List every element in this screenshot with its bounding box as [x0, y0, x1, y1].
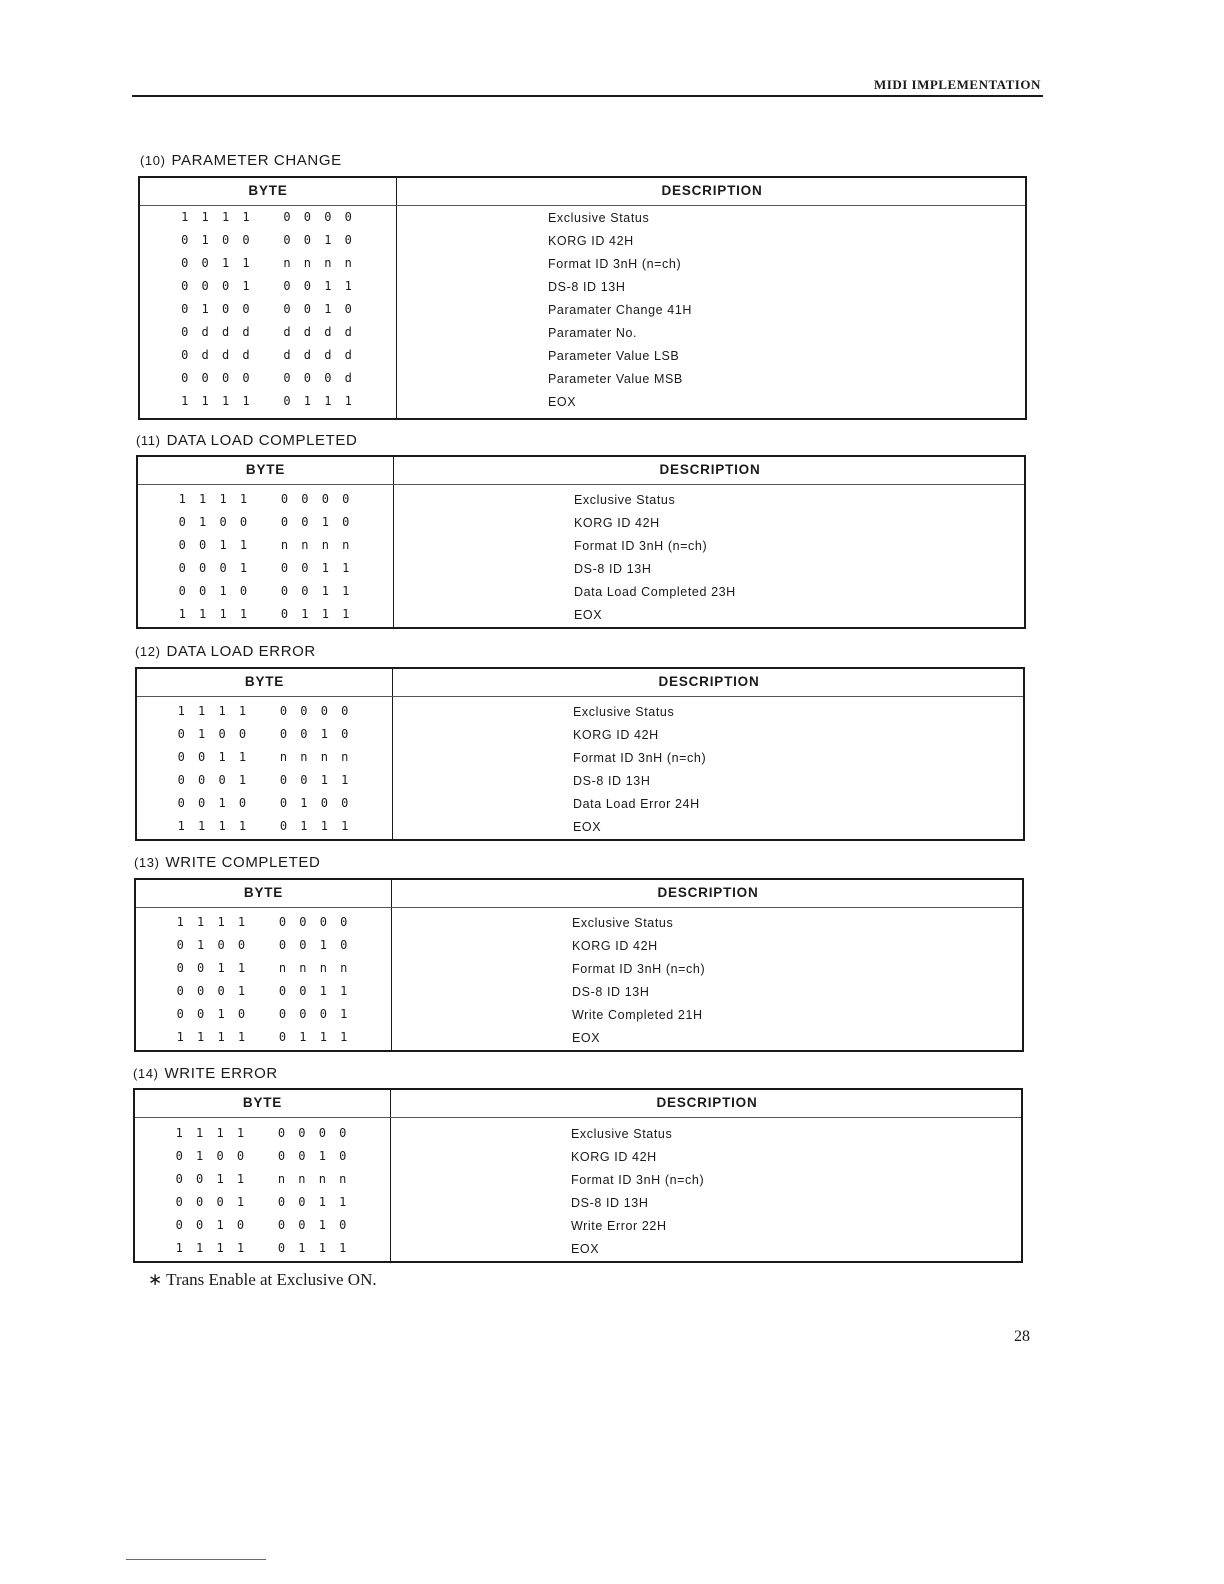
- section-title-text: WRITE ERROR: [164, 1065, 278, 1082]
- description-value: Paramater No.: [548, 326, 638, 340]
- description-value: Format ID 3nH (n=ch): [571, 1173, 705, 1187]
- byte-value: 0 0 0 1 0 0 1 1: [176, 984, 351, 998]
- column-header-byte: BYTE: [243, 885, 284, 900]
- description-value: Format ID 3nH (n=ch): [574, 539, 708, 553]
- section-title: [135, 643, 316, 660]
- table-row: [136, 984, 1022, 1007]
- table-row: [140, 279, 1025, 302]
- description-value: DS-8 ID 13H: [572, 985, 650, 999]
- table-row: [135, 1149, 1021, 1172]
- description-value: Exclusive Status: [571, 1127, 673, 1141]
- byte-value: 0 0 0 0 0 0 0 d: [181, 371, 355, 385]
- byte-value: 1 1 1 1 0 1 1 1: [177, 819, 352, 833]
- byte-value: 1 1 1 1 0 0 0 0: [176, 915, 351, 929]
- byte-value: 0 1 0 0 0 0 1 0: [178, 515, 353, 529]
- byte-value: 0 d d d d d d d: [181, 348, 355, 362]
- section-title: [133, 1065, 278, 1082]
- section-number: (13): [134, 855, 160, 870]
- table-row: [140, 394, 1025, 417]
- description-value: Exclusive Status: [573, 705, 675, 719]
- table-row: [140, 302, 1025, 325]
- byte-value: 0 0 1 1 n n n n: [181, 256, 355, 270]
- description-value: KORG ID 42H: [573, 728, 659, 742]
- table-row: [138, 607, 1024, 630]
- section-number: (14): [133, 1066, 159, 1081]
- table-row: [140, 233, 1025, 256]
- table-row: [138, 584, 1024, 607]
- message-table: [135, 667, 1025, 841]
- message-table: [136, 455, 1026, 629]
- description-value: Format ID 3nH (n=ch): [548, 257, 682, 271]
- byte-value: 0 0 0 1 0 0 1 1: [181, 279, 355, 293]
- description-value: Exclusive Status: [574, 493, 676, 507]
- table-row: [138, 515, 1024, 538]
- byte-value: 0 0 1 1 n n n n: [177, 750, 352, 764]
- section-title-text: DATA LOAD COMPLETED: [166, 432, 358, 449]
- column-header-description: DESCRIPTION: [657, 885, 759, 900]
- byte-value: 0 0 1 1 n n n n: [176, 961, 351, 975]
- message-table: [134, 878, 1024, 1052]
- byte-value: 0 1 0 0 0 0 1 0: [177, 727, 352, 741]
- footnote-separator-rule: [126, 1559, 266, 1560]
- page-header-title: MIDI IMPLEMENTATION: [874, 77, 1041, 92]
- byte-value: 0 0 0 1 0 0 1 1: [177, 773, 352, 787]
- table-row: [140, 348, 1025, 371]
- description-value: DS-8 ID 13H: [548, 280, 626, 294]
- table-row: [136, 1007, 1022, 1030]
- section-title: [140, 152, 342, 169]
- table-row: [136, 1030, 1022, 1053]
- column-header-byte: BYTE: [242, 1095, 283, 1110]
- footnote: ∗ Trans Enable at Exclusive ON.: [148, 1270, 377, 1289]
- table-row: [137, 773, 1023, 796]
- byte-value: 0 0 1 0 0 0 1 1: [178, 584, 353, 598]
- page-number: 28: [1014, 1328, 1030, 1345]
- byte-value: 0 0 1 1 n n n n: [175, 1172, 350, 1186]
- description-value: Format ID 3nH (n=ch): [572, 962, 706, 976]
- description-value: EOX: [548, 395, 577, 409]
- byte-value: 1 1 1 1 0 1 1 1: [178, 607, 353, 621]
- table-row: [135, 1126, 1021, 1149]
- description-value: KORG ID 42H: [572, 939, 658, 953]
- table-row: [138, 538, 1024, 561]
- table-row: [138, 492, 1024, 515]
- table-row: [137, 704, 1023, 727]
- byte-value: 0 0 0 1 0 0 1 1: [178, 561, 353, 575]
- description-value: Write Completed 21H: [572, 1008, 703, 1022]
- description-value: Parameter Value MSB: [548, 372, 683, 386]
- description-value: Format ID 3nH (n=ch): [573, 751, 707, 765]
- description-value: DS-8 ID 13H: [574, 562, 652, 576]
- description-value: Parameter Value LSB: [548, 349, 680, 363]
- description-value: Exclusive Status: [548, 211, 650, 225]
- table-row: [140, 210, 1025, 233]
- byte-value: 0 1 0 0 0 0 1 0: [175, 1149, 350, 1163]
- table-row: [138, 561, 1024, 584]
- message-table: [133, 1088, 1023, 1263]
- description-value: Exclusive Status: [572, 916, 674, 930]
- byte-value: 0 1 0 0 0 0 1 0: [181, 233, 355, 247]
- byte-value: 0 0 1 1 n n n n: [178, 538, 353, 552]
- description-value: EOX: [574, 608, 603, 622]
- table-row: [136, 938, 1022, 961]
- table-row: [136, 915, 1022, 938]
- table-row: [137, 750, 1023, 773]
- table-row: [135, 1218, 1021, 1241]
- table-row: [140, 325, 1025, 348]
- byte-value: 1 1 1 1 0 1 1 1: [181, 394, 355, 408]
- column-header-description: DESCRIPTION: [658, 674, 760, 689]
- byte-value: 0 0 0 1 0 0 1 1: [175, 1195, 350, 1209]
- table-row: [135, 1241, 1021, 1264]
- byte-value: 0 d d d d d d d: [181, 325, 355, 339]
- section-title: [134, 854, 320, 871]
- section-title-text: DATA LOAD ERROR: [166, 643, 316, 660]
- byte-value: 0 1 0 0 0 0 1 0: [181, 302, 355, 316]
- column-header-description: DESCRIPTION: [661, 183, 763, 198]
- section-title: [136, 432, 357, 449]
- byte-value: 1 1 1 1 0 1 1 1: [175, 1241, 350, 1255]
- column-header-byte: BYTE: [244, 674, 285, 689]
- byte-value: 1 1 1 1 0 0 0 0: [175, 1126, 350, 1140]
- description-value: EOX: [571, 1242, 600, 1256]
- description-value: EOX: [572, 1031, 601, 1045]
- table-row: [137, 819, 1023, 842]
- section-title-text: PARAMETER CHANGE: [171, 152, 342, 169]
- description-value: EOX: [573, 820, 602, 834]
- section-title-text: WRITE COMPLETED: [165, 854, 321, 871]
- column-header-byte: BYTE: [245, 462, 286, 477]
- description-value: Write Error 22H: [571, 1219, 667, 1233]
- description-value: DS-8 ID 13H: [573, 774, 651, 788]
- table-row: [137, 796, 1023, 819]
- header-rule: [132, 95, 1043, 97]
- column-header-description: DESCRIPTION: [656, 1095, 758, 1110]
- table-row: [135, 1195, 1021, 1218]
- description-value: Data Load Error 24H: [573, 797, 700, 811]
- table-row: [140, 256, 1025, 279]
- byte-value: 0 0 1 0 0 0 1 0: [175, 1218, 350, 1232]
- table-row: [140, 371, 1025, 394]
- byte-value: 0 1 0 0 0 0 1 0: [176, 938, 351, 952]
- description-value: Data Load Completed 23H: [574, 585, 736, 599]
- section-number: (12): [135, 644, 161, 659]
- table-row: [137, 727, 1023, 750]
- byte-value: 1 1 1 1 0 1 1 1: [176, 1030, 351, 1044]
- byte-value: 1 1 1 1 0 0 0 0: [181, 210, 355, 224]
- message-table: [138, 176, 1027, 420]
- column-header-description: DESCRIPTION: [659, 462, 761, 477]
- section-number: (11): [136, 433, 161, 448]
- byte-value: 1 1 1 1 0 0 0 0: [177, 704, 352, 718]
- column-header-byte: BYTE: [248, 183, 288, 198]
- section-number: (10): [140, 153, 166, 168]
- description-value: KORG ID 42H: [548, 234, 634, 248]
- description-value: KORG ID 42H: [574, 516, 660, 530]
- description-value: DS-8 ID 13H: [571, 1196, 649, 1210]
- description-value: KORG ID 42H: [571, 1150, 657, 1164]
- byte-value: 0 0 1 0 0 1 0 0: [177, 796, 352, 810]
- table-row: [135, 1172, 1021, 1195]
- description-value: Paramater Change 41H: [548, 303, 693, 317]
- byte-value: 1 1 1 1 0 0 0 0: [178, 492, 353, 506]
- byte-value: 0 0 1 0 0 0 0 1: [176, 1007, 351, 1021]
- table-row: [136, 961, 1022, 984]
